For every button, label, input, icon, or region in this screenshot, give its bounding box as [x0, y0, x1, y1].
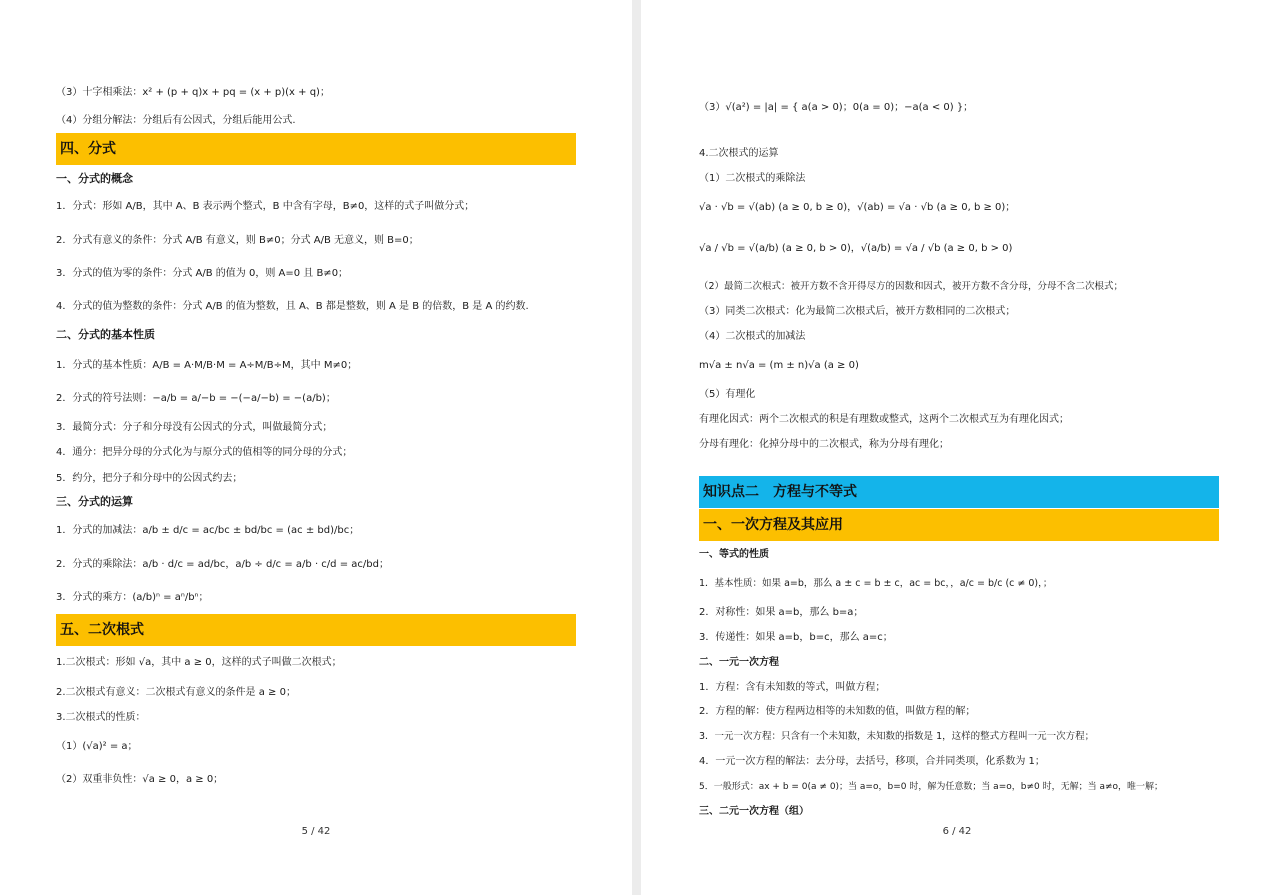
text-line: 3.二次根式的性质： — [56, 712, 146, 723]
text-line: 1.二次根式：形如 √a，其中 a ≥ 0，这样的式子叫做二次根式； — [56, 657, 342, 668]
text-line: 1．基本性质：如果 a=b，那么 a ± c = b ± c，ac = bc，，a/c = b/c (c ≠ 0)，； — [699, 578, 1053, 589]
text-line: （2）最简二次根式：被开方数不含开得尽方的因数和因式，被开方数不含分母，分母不含二次根式； — [699, 281, 1124, 292]
text-line: 5．一般形式：ax + b = 0(a ≠ 0)；当 a=o，b=0 时，解为任意数；当 a=o，b≠0 时，无解；当 a≠o，唯一解； — [699, 782, 1164, 792]
text-line: 2．分式的符号法则：−a/b = a/−b = −(−a/−b) = −(a/b)； — [56, 393, 336, 404]
text-line: 有理化因式：两个二次根式的积是有理数或整式，这两个二次根式互为有理化因式； — [699, 414, 1069, 425]
text-line: 4．分式的值为整数的条件：分式 A/B 的值为整数，且 A、B 都是整数，则 A 是 B 的倍数，B 是 A 的约数. — [56, 301, 529, 312]
subheading: 二、一元一次方程 — [699, 657, 779, 668]
text-line: 3．一元一次方程：只含有一个未知数，未知数的指数是 1，这样的整式方程叫一元一次方程； — [699, 731, 1095, 742]
text-line: 3．分式的乘方：(a/b)ⁿ = aⁿ/bⁿ； — [56, 592, 209, 603]
subheading: 三、二元一次方程（组） — [699, 806, 809, 817]
text-line: 4．一元一次方程的解法：去分母，去括号，移项，合并同类项，化系数为 1； — [699, 756, 1045, 767]
text-line: 2．分式的乘除法：a/b · d/c = ad/bc，a/b ÷ d/c = a/b · c/d = ac/bd； — [56, 559, 389, 570]
formula-line: √a · √b = √(ab) (a ≥ 0, b ≥ 0)，√(ab) = √a · √b (a ≥ 0, b ≥ 0)； — [699, 202, 1016, 213]
text-line: 2．分式有意义的条件：分式 A/B 有意义，则 B≠0；分式 A/B 无意义，则 B=0； — [56, 235, 419, 246]
subheading: 二、分式的基本性质 — [56, 328, 155, 341]
text-line: （3）十字相乘法：x² + (p + q)x + pq = (x + p)(x + q)； — [56, 87, 330, 98]
text-line: 5．约分，把分子和分母中的公因式约去； — [56, 473, 243, 484]
subheading: 一、分式的概念 — [56, 172, 133, 185]
page-6 — [641, 0, 1275, 895]
formula-line: m√a ± n√a = (m ± n)√a (a ≥ 0) — [699, 360, 859, 371]
text-line: 1．分式的基本性质：A/B = A·M/B·M = A÷M/B÷M，其中 M≠0； — [56, 360, 358, 371]
page-number: 5 / 42 — [301, 826, 331, 837]
text-line: （5）有理化 — [699, 389, 756, 400]
text-line: 2．对称性：如果 a=b，那么 b=a； — [699, 607, 864, 618]
page-number: 6 / 42 — [942, 826, 972, 837]
page-gap — [632, 0, 641, 895]
text-line: 2.二次根式有意义：二次根式有意义的条件是 a ≥ 0； — [56, 687, 296, 698]
text-line: 分母有理化：化掉分母中的二次根式，称为分母有理化； — [699, 439, 949, 450]
text-line: 1．分式的加减法：a/b ± d/c = ac/bc ± bd/bc = (ac ± bd)/bc； — [56, 525, 360, 536]
text-line: （3）√(a²) = |a| = { a(a > 0)；0(a = 0)；−a(a < 0) }； — [699, 102, 974, 113]
text-line: 3．分式的值为零的条件：分式 A/B 的值为 0，则 A=0 且 B≠0； — [56, 268, 349, 279]
knowledge-point-heading: 知识点二 方程与不等式 — [699, 476, 1219, 508]
section-heading-linear-equations: 一、一次方程及其应用 — [699, 509, 1219, 541]
text-line: （1）二次根式的乘除法 — [699, 173, 806, 184]
formula-line: √a / √b = √(a/b) (a ≥ 0, b > 0)，√(a/b) = √a / √b (a ≥ 0, b > 0) — [699, 243, 1013, 254]
text-line: 1．方程：含有未知数的等式，叫做方程； — [699, 682, 886, 693]
section-heading-radicals: 五、二次根式 — [56, 614, 576, 646]
text-line: （3）同类二次根式：化为最简二次根式后，被开方数相同的二次根式； — [699, 306, 1016, 317]
text-line: （1）(√a)² = a； — [56, 741, 138, 752]
text-line: 3．传递性：如果 a=b，b=c，那么 a=c； — [699, 632, 893, 643]
subheading: 三、分式的运算 — [56, 495, 133, 508]
text-line: 4．通分：把异分母的分式化为与原分式的值相等的同分母的分式； — [56, 447, 353, 458]
text-line: （2）双重非负性：√a ≥ 0，a ≥ 0； — [56, 774, 224, 785]
text-line: 2．方程的解：使方程两边相等的未知数的值，叫做方程的解； — [699, 706, 976, 717]
text-line: 3．最简分式：分子和分母没有公因式的分式，叫做最简分式； — [56, 422, 333, 433]
text-line: 4.二次根式的运算 — [699, 148, 779, 159]
text-line: （4）二次根式的加减法 — [699, 331, 806, 342]
subheading: 一、等式的性质 — [699, 549, 769, 560]
page-5 — [0, 0, 632, 895]
text-line: 1．分式：形如 A/B，其中 A、B 表示两个整式，B 中含有字母，B≠0，这样的式子叫做分式； — [56, 201, 475, 212]
section-heading-fractions: 四、分式 — [56, 133, 576, 165]
text-line: （4）分组分解法：分组后有公因式，分组后能用公式. — [56, 115, 296, 126]
